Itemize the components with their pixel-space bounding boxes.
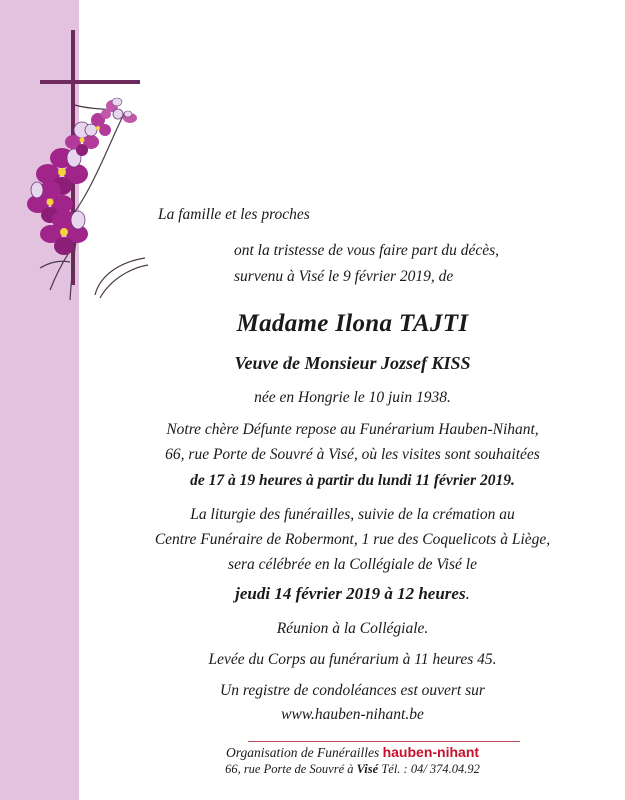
announce-line-2: survenu à Visé le 9 février 2019, de [234, 268, 454, 285]
announce-line-1: ont la tristesse de vous faire part du décès, [234, 242, 500, 259]
footer-address-prefix: 66, rue Porte de Souvré à [225, 762, 354, 776]
deceased-name: Madame Ilona TAJTI [236, 310, 469, 337]
footer-phone: Tél. : 04/ 374.04.92 [381, 762, 480, 776]
footer-divider [248, 741, 520, 742]
visitation-line-1: Notre chère Défunte repose au Funérarium Hauben-Nihant, [166, 421, 539, 438]
footer-address-city: Visé [356, 762, 379, 776]
meeting-text: Réunion à la Collégiale. [276, 620, 429, 637]
visitation-hours: de 17 à 19 heures à partir du lundi 11 février 2019. [190, 472, 515, 489]
ceremony-line-1: La liturgie des funérailles, suivie de la crémation au [190, 506, 515, 523]
deceased-spouse: Veuve de Monsieur Jozsef KISS [234, 353, 471, 373]
footer-organisation [80, 744, 625, 761]
orchid-cross-illustration [0, 0, 160, 330]
footer-org-label: Organisation de Funérailles [225, 745, 380, 760]
ceremony-date-end: . [465, 584, 470, 603]
removal-text: Levée du Corps au funérarium à 11 heures 45. [208, 651, 497, 668]
ceremony-date-line [80, 584, 625, 604]
intro-text: La famille et les proches [158, 206, 310, 223]
ceremony-line-3: sera célébrée en la Collégiale de Visé le [228, 556, 477, 573]
footer-brand: hauben-nihant [382, 744, 480, 760]
ceremony-date: jeudi 14 février 2019 à 12 heures [235, 584, 466, 603]
ceremony-line-2: Centre Funéraire de Robermont, 1 rue des Coquelicots à Liège, [154, 531, 551, 548]
visitation-line-2: 66, rue Porte de Souvré à Visé, où les visites sont souhaitées [165, 446, 540, 463]
register-url[interactable]: www.hauben-nihant.be [281, 706, 424, 723]
register-text: Un registre de condoléances est ouvert sur [220, 682, 485, 699]
deceased-birth: née en Hongrie le 10 juin 1938. [254, 389, 451, 406]
footer-address [80, 762, 625, 777]
